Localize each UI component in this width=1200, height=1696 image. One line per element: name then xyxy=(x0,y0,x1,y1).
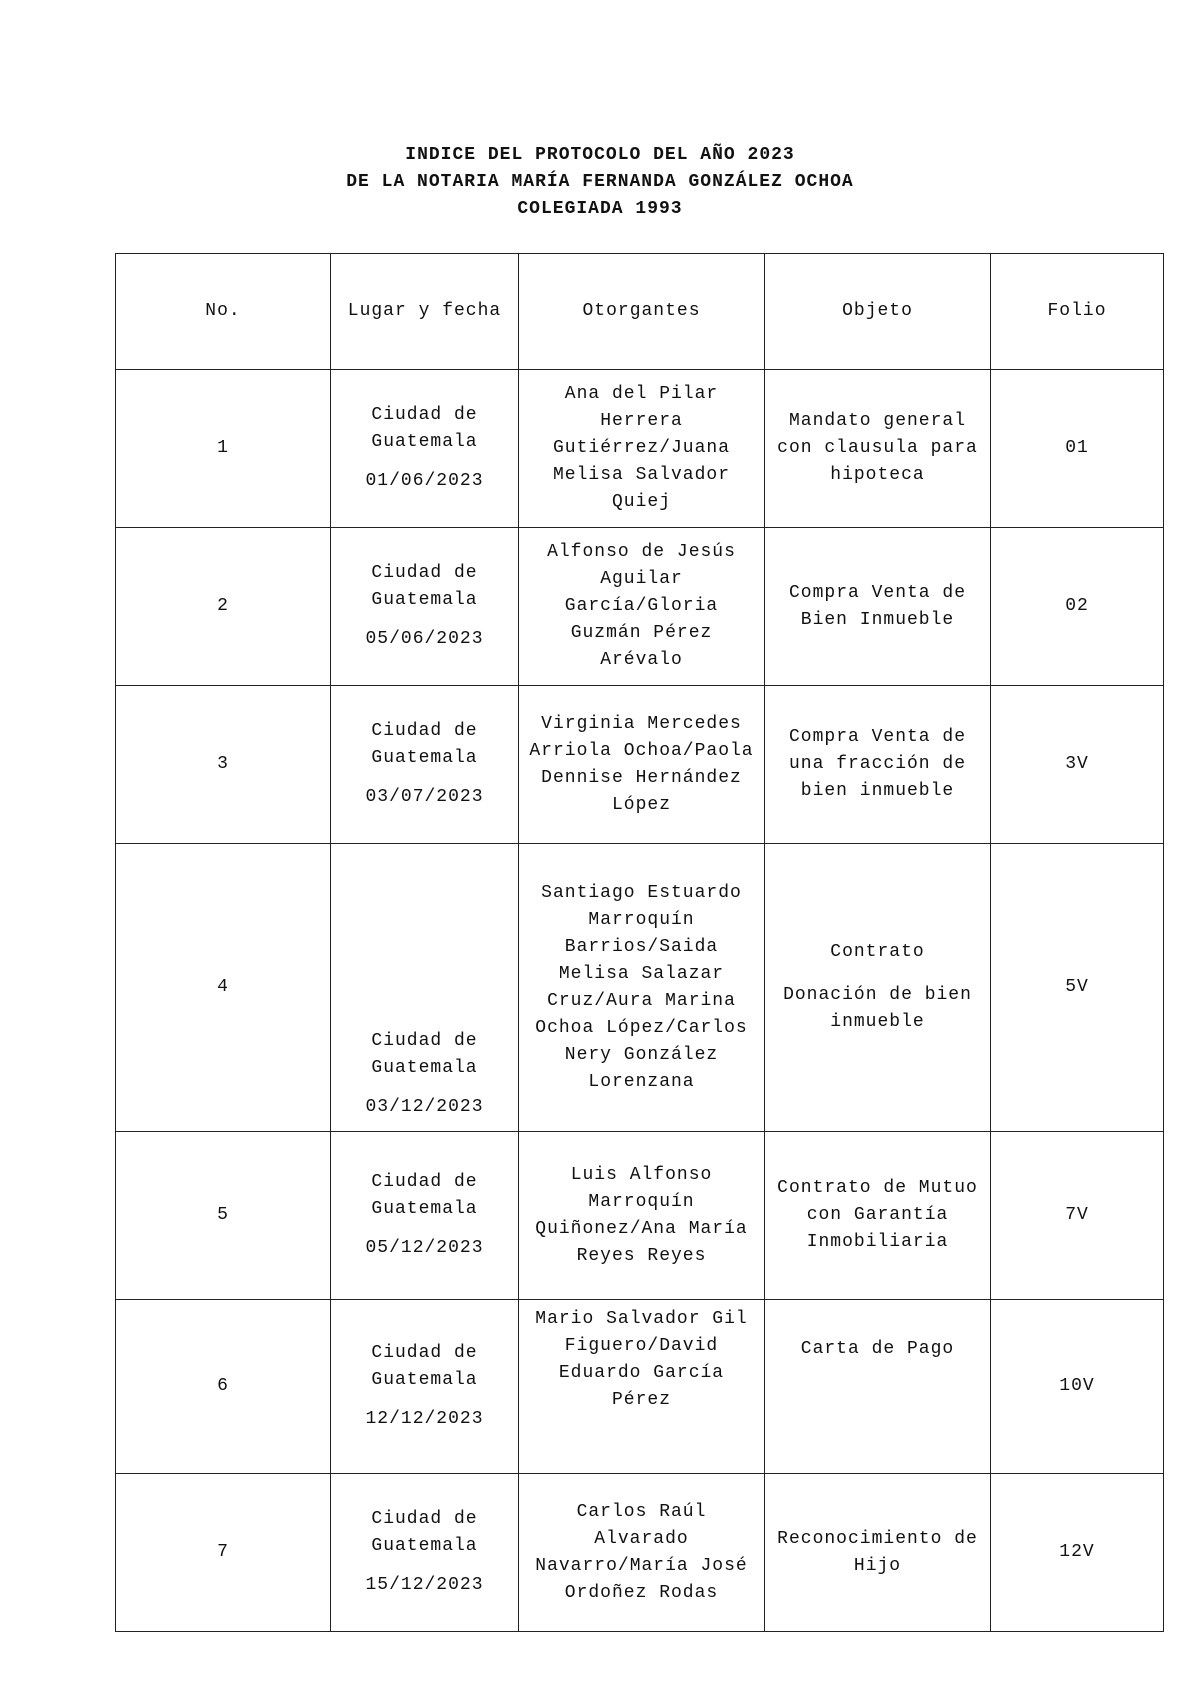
table-header-row xyxy=(116,254,1164,370)
cell-fecha: 03/12/2023 xyxy=(365,1097,484,1117)
cell-folio: 12V xyxy=(991,1474,1164,1632)
cell-no: 1 xyxy=(116,370,331,528)
cell-no: 6 xyxy=(116,1300,331,1474)
cell-lugar-fecha xyxy=(331,1132,519,1300)
cell-folio: 7V xyxy=(991,1132,1164,1300)
cell-fecha: 05/12/2023 xyxy=(365,1238,484,1258)
cell-no: 4 xyxy=(116,844,331,1132)
cell-objeto: Compra Venta de Bien Inmueble xyxy=(765,528,991,686)
cell-fecha: 12/12/2023 xyxy=(365,1409,484,1429)
column-header-otorgantes: Otorgantes xyxy=(519,254,765,370)
cell-no: 5 xyxy=(116,1132,331,1300)
cell-otorgantes: Mario Salvador Gil Figuero/David Eduardo García Pérez xyxy=(519,1300,765,1474)
cell-objeto-title: Contrato xyxy=(830,942,925,962)
cell-lugar-fecha xyxy=(331,686,519,844)
cell-otorgantes: Ana del Pilar Herrera Gutiérrez/Juana Melisa Salvador Quiej xyxy=(519,370,765,528)
cell-lugar-fecha xyxy=(331,1300,519,1474)
cell-lugar: Ciudad de Guatemala xyxy=(371,1509,478,1556)
cell-otorgantes: Alfonso de Jesús Aguilar García/Gloria Guzmán Pérez Arévalo xyxy=(519,528,765,686)
cell-folio: 02 xyxy=(991,528,1164,686)
cell-otorgantes: Carlos Raúl Alvarado Navarro/María José Ordoñez Rodas xyxy=(519,1474,765,1632)
cell-lugar-fecha xyxy=(331,1474,519,1632)
header-title: INDICE DEL PROTOCOLO DEL AÑO 2023 xyxy=(405,145,795,165)
document-header xyxy=(0,142,1200,223)
cell-no: 2 xyxy=(116,528,331,686)
cell-otorgantes: Virginia Mercedes Arriola Ochoa/Paola Dennise Hernández López xyxy=(519,686,765,844)
cell-folio: 01 xyxy=(991,370,1164,528)
protocol-index-table xyxy=(115,253,1164,1632)
cell-lugar: Ciudad de Guatemala xyxy=(371,721,478,768)
cell-fecha: 03/07/2023 xyxy=(365,787,484,807)
table-row xyxy=(116,370,1164,528)
table-row xyxy=(116,528,1164,686)
cell-lugar: Ciudad de Guatemala xyxy=(371,563,478,610)
column-header-folio: Folio xyxy=(991,254,1164,370)
table-row xyxy=(116,844,1164,1132)
header-colegiada: COLEGIADA 1993 xyxy=(517,199,683,219)
cell-fecha: 01/06/2023 xyxy=(365,471,484,491)
cell-objeto-detail: Donación de bien inmueble xyxy=(783,985,972,1032)
cell-objeto: Compra Venta de una fracción de bien inmueble xyxy=(765,686,991,844)
cell-lugar: Ciudad de Guatemala xyxy=(371,1343,478,1390)
cell-lugar-fecha xyxy=(331,370,519,528)
cell-objeto xyxy=(765,844,991,1132)
table-row xyxy=(116,1132,1164,1300)
cell-fecha: 05/06/2023 xyxy=(365,629,484,649)
cell-otorgantes: Santiago Estuardo Marroquín Barrios/Saida Melisa Salazar Cruz/Aura Marina Ochoa López/Carlos Nery González Lorenzana xyxy=(519,844,765,1132)
cell-objeto: Contrato de Mutuo con Garantía Inmobiliaria xyxy=(765,1132,991,1300)
cell-folio: 5V xyxy=(991,844,1164,1132)
cell-lugar: Ciudad de Guatemala xyxy=(371,1172,478,1219)
cell-otorgantes: Luis Alfonso Marroquín Quiñonez/Ana María Reyes Reyes xyxy=(519,1132,765,1300)
cell-folio: 10V xyxy=(991,1300,1164,1474)
cell-lugar-fecha xyxy=(331,844,519,1132)
cell-objeto: Carta de Pago xyxy=(765,1300,991,1474)
cell-objeto: Reconocimiento de Hijo xyxy=(765,1474,991,1632)
cell-folio: 3V xyxy=(991,686,1164,844)
table-row xyxy=(116,1474,1164,1632)
cell-fecha: 15/12/2023 xyxy=(365,1575,484,1595)
cell-objeto: Mandato general con clausula para hipoteca xyxy=(765,370,991,528)
column-header-objeto: Objeto xyxy=(765,254,991,370)
column-header-no: No. xyxy=(116,254,331,370)
table-row xyxy=(116,686,1164,844)
cell-lugar: Ciudad de Guatemala xyxy=(371,405,478,452)
cell-no: 7 xyxy=(116,1474,331,1632)
column-header-lugar-fecha: Lugar y fecha xyxy=(331,254,519,370)
header-notary-name: DE LA NOTARIA MARÍA FERNANDA GONZÁLEZ OCHOA xyxy=(346,172,854,192)
cell-no: 3 xyxy=(116,686,331,844)
cell-lugar-fecha xyxy=(331,528,519,686)
cell-lugar: Ciudad de Guatemala xyxy=(371,1031,478,1078)
table-row xyxy=(116,1300,1164,1474)
